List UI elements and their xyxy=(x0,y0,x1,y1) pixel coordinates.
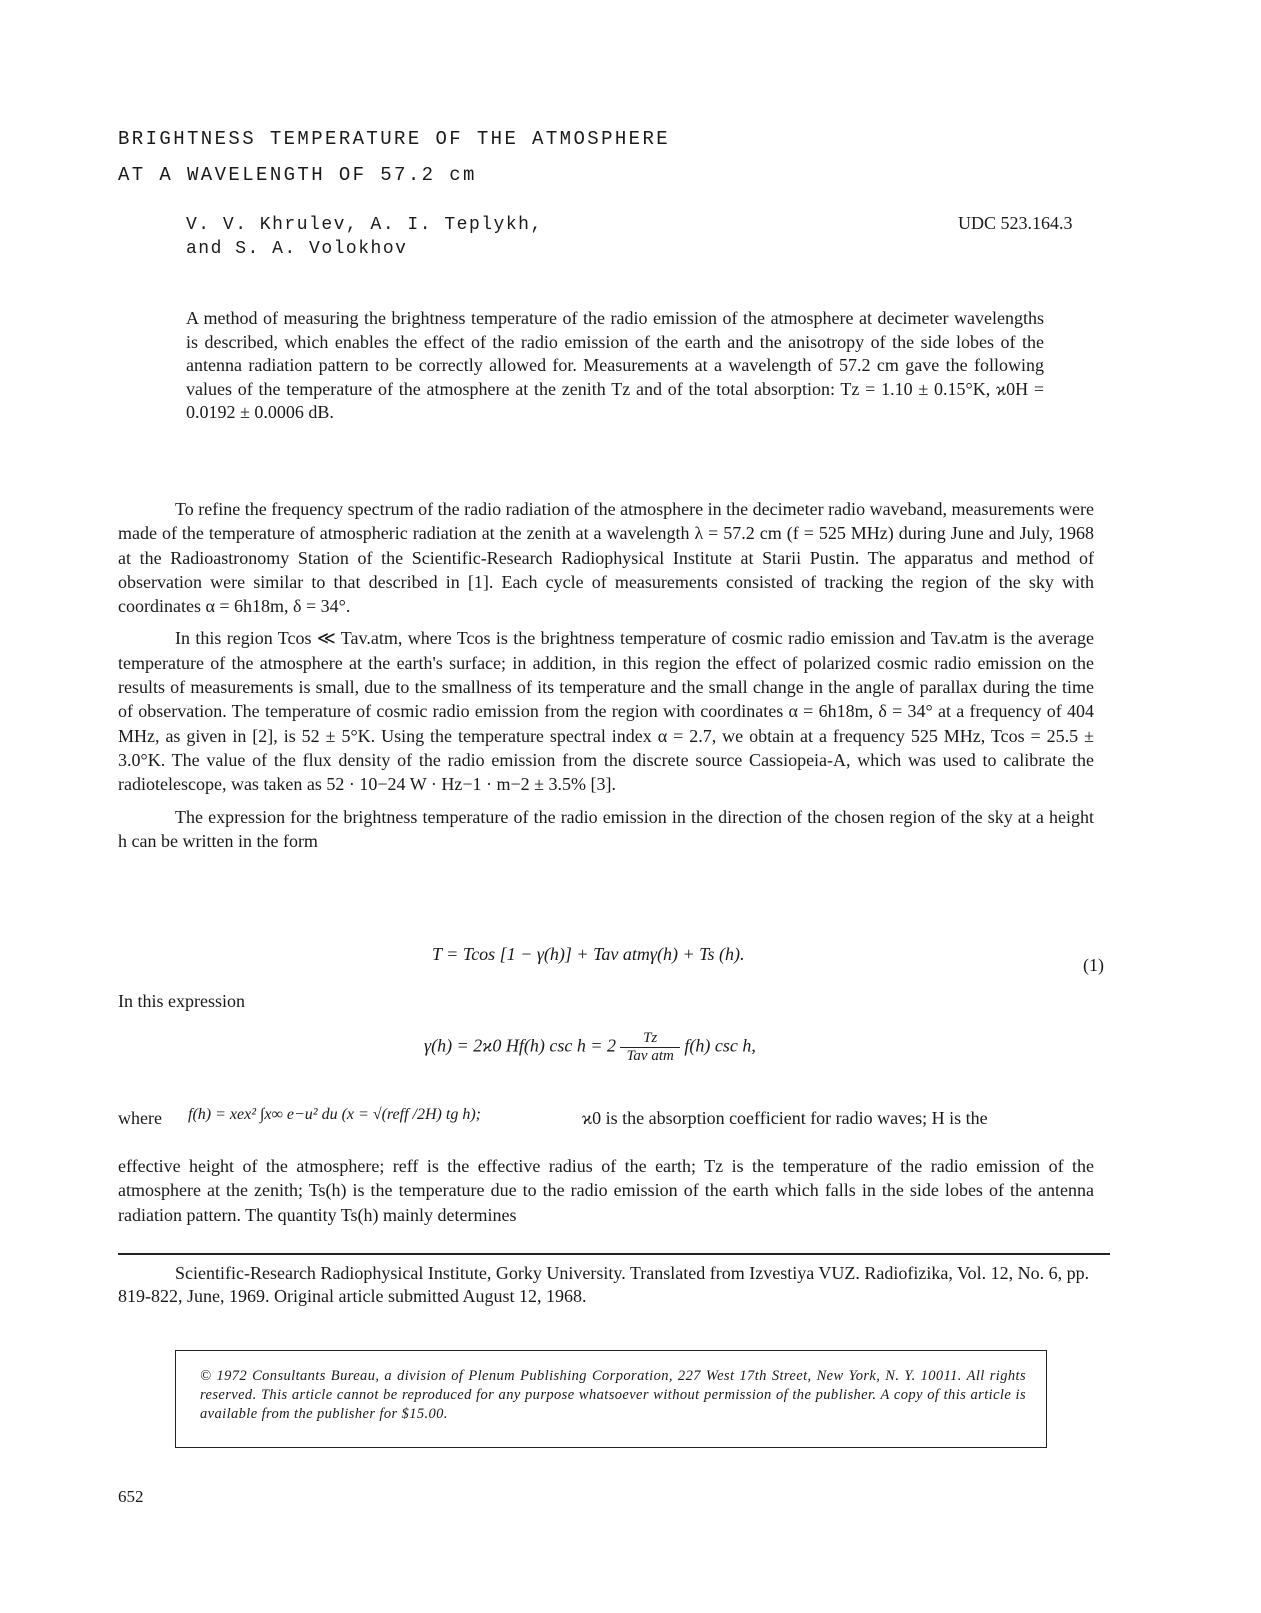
authors xyxy=(186,213,543,261)
where-label: where xyxy=(118,1108,162,1128)
authors-line-1: V. V. Khrulev, A. I. Teplykh, xyxy=(186,215,543,235)
equation-2 xyxy=(424,1030,756,1065)
equation-3: f(h) = xex² ∫x∞ e−u² du (x = √(reff /2H) tg h); xyxy=(188,1106,481,1123)
footnote: Scientific-Research Radiophysical Institute, Gorky University. Translated from Izvestiya VUZ. Radiofizika, Vol. 12, No. 6, pp. 819-822, June, 1969. Original article submitted August 12, 1968. xyxy=(118,1263,1090,1306)
paragraph-5: effective height of the atmosphere; reff is the effective radius of the earth; Tz is the temperature of the radio emission of the atmosphere at the zenith; Ts(h) is the temperature due to the radio emission of the earth which falls in the side lobes of the antenna radiation pattern. The quantity Ts(h) mainly determines xyxy=(118,1156,1094,1225)
where-text: ϰ0 is the absorption coefficient for radio waves; H is the xyxy=(582,1108,988,1128)
body-section-1 xyxy=(118,497,1094,861)
footnote-divider xyxy=(118,1253,1110,1255)
equation-2-numerator: Tz xyxy=(620,1030,679,1048)
paragraph-1: To refine the frequency spectrum of the radio radiation of the atmosphere in the decimeter radio waveband, measurements were made of the temperature of atmospheric radiation at the zenith at a wavelength λ = 57.2 cm (f = 525 MHz) during June and July, 1968 at the Radioastronomy Station of the Scientific-Research Radiophysical Institute at Starii Pustin. The apparatus and method of observation were similar to that described in [1]. Each cycle of measurements consisted of tracking the region of the sky with coordinates α = 6h18m, δ = 34°. xyxy=(118,499,1094,617)
equation-2-right: f(h) csc h, xyxy=(684,1035,756,1056)
paragraph-2: In this region Tcos ≪ Tav.atm, where Tcos is the brightness temperature of cosmic radio emission and Tav.atm is the average temperature of the atmosphere at the earth's surface; in addition, in this region the effect of polarized cosmic radio emission on the results of measurements is small, due to the smallness of its temperature and the small change in the angle of parallax during the time of observation. The temperature of cosmic radio emission from the region with coordinates α = 6h18m, δ = 34° at a frequency of 404 MHz, as given in [2], is 52 ± 5°K. Using the temperature spectral index α = 2.7, we obtain at a frequency 525 MHz, Tcos = 25.5 ± 3.0°K. The value of the flux density of the radio emission from the discrete source Cassiopeia-A, which was used to calibrate the radiotelescope, was taken as 52 · 10−24 W · Hz−1 · m−2 ± 3.5% [3]. xyxy=(118,628,1094,795)
equation-2-fraction xyxy=(620,1030,679,1065)
authors-line-2: and S. A. Volokhov xyxy=(186,239,408,259)
udc-code: UDC 523.164.3 xyxy=(958,213,1073,233)
title-line-1: BRIGHTNESS TEMPERATURE OF THE ATMOSPHERE xyxy=(118,128,671,150)
equation-2-denominator: Tav atm xyxy=(626,1048,674,1064)
title-line-2: AT A WAVELENGTH OF 57.2 cm xyxy=(118,164,477,186)
equation-1: T = Tcos [1 − γ(h)] + Tav atmγ(h) + Ts (h). xyxy=(432,944,745,964)
equation-1-number: (1) xyxy=(1083,955,1104,975)
page-number: 652 xyxy=(118,1487,144,1506)
copyright-text: © 1972 Consultants Bureau, a division of Plenum Publishing Corporation, 227 West 17th Street, New York, N. Y. 10011. All rights reserved. This article cannot be reproduced for any purpose whatsoever without permission of the publisher. A copy of this article is available from the publisher for $15.00. xyxy=(200,1368,1026,1422)
equation-2-left: γ(h) = 2ϰ0 Hf(h) csc h = 2 xyxy=(424,1035,616,1056)
paragraph-3: The expression for the brightness temperature of the radio emission in the direction of the chosen region of the sky at a height h can be written in the form xyxy=(118,806,1094,851)
copyright-notice xyxy=(175,1350,1047,1448)
paragraph-4: In this expression xyxy=(118,991,245,1011)
abstract: A method of measuring the brightness temperature of the radio emission of the atmosphere at decimeter wavelengths is described, which enables the effect of the radio emission of the earth and the anisotropy of the side lobes of the antenna radiation pattern to be correctly allowed for. Measurements at a wavelength of 57.2 cm gave the following values of the temperature of the atmosphere at the zenith Tz and of the total absorption: Tz = 1.10 ± 0.15°K, ϰ0H = 0.0192 ± 0.0006 dB. xyxy=(186,308,1044,422)
